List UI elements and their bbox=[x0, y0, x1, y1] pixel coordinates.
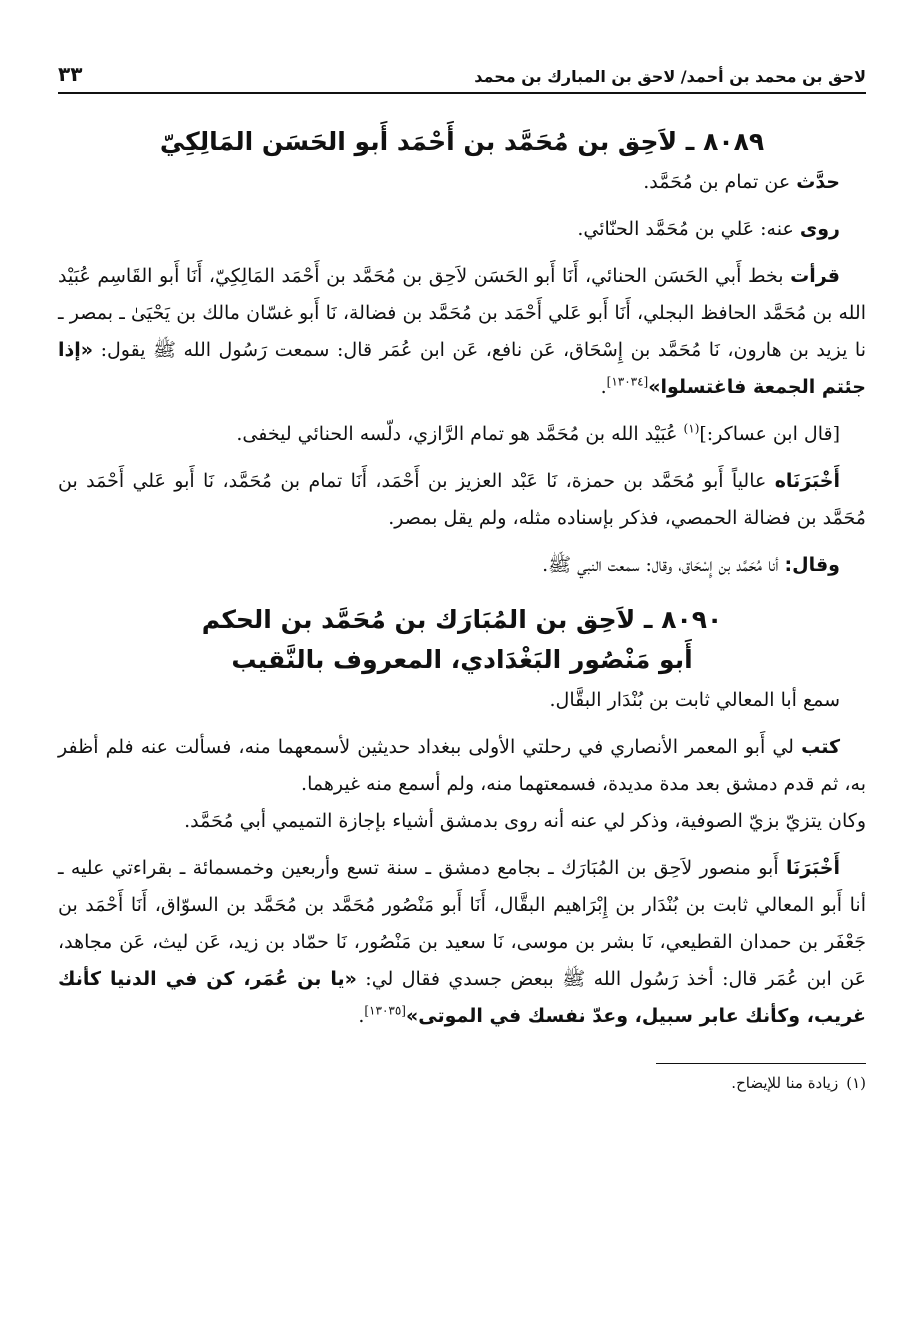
lead-word: وقال: bbox=[784, 554, 840, 576]
book-page bbox=[58, 58, 866, 1308]
page-number: ٣٣ bbox=[58, 62, 83, 86]
paragraph-wakana: وكان يتزيّ بزيّ الصوفية، وذكر لي عنه أنه روى بدمشق أشياء بإجازة التميمي أبي مُحَمَّد. bbox=[184, 810, 866, 832]
paragraph-rawa: روى عنه: عَلي بن مُحَمَّد الحنّائي. bbox=[577, 218, 840, 240]
paragraph-akhbarana: أَخْبَرَنَا أَبو منصور لاَحِق بن المُبَارَك ـ بجامع دمشق ـ سنة تسع وأربعين وخمسمائة ـ بقراءتي عليه ـ أنا أَبو المعالي ثابت بن بُنْدَار بن إِبْرَاهيم البقَّال، أَنَا أَبو مَنْصُور مُحَمَّد بن مُحَمَّد بن السوّاق، أَنَا أَحْمَد بن جَعْفَر بن حمدان القطيعي، نَا بشر بن موسى، نَا سعيد بن مَنْصُور، نَا حمّاد بن زيد، عَن ليث، عَن مجاهد، عَن ابن عُمَر قال: أخذ رَسُول الله ﷺ ببعض جسدي فقال لي: «يا بن عُمَر، كن في الدنيا كأنك غريب، وكأنك عابر سبيل، وعدّ نفسك في الموتى»[١٣٠٣٥]. bbox=[58, 857, 867, 1027]
lead-word: أَخْبَرَنَاه bbox=[774, 470, 840, 492]
paragraph-haddath: حدَّث عن تمام بن مُحَمَّد. bbox=[643, 171, 840, 193]
lead-word: حدَّث bbox=[796, 171, 840, 193]
lead-word: قرأت bbox=[790, 265, 840, 287]
footnote-text: زيادة منا للإيضاح. bbox=[731, 1074, 839, 1092]
paragraph-ibn-asakir-note: [قال ابن عساكر:]$^{(١)}$ عُبَيْد الله بن مُحَمَّد هو تمام الرَّازي، دلّسه الحنائي ليخفى. bbox=[236, 421, 840, 445]
paragraph-waqal: وقال: أنا مُحَمَّد بن إِسْحَاق، وقال: سمعت النبي ﷺ. bbox=[542, 554, 840, 576]
footnote-divider bbox=[656, 1063, 866, 1064]
hadith-number: [١٣٠٣٤] bbox=[606, 374, 649, 389]
running-title: لاحق بن محمد بن أحمد/ لاحق بن المبارك بن محمد bbox=[474, 67, 866, 86]
entry-title-8090 bbox=[58, 600, 866, 680]
footnote-marker: (١) bbox=[683, 421, 700, 436]
entry-title-line-2: أَبو مَنْصُور البَغْدَادي، المعروف بالنَّقيب bbox=[231, 645, 693, 674]
paragraph-qaraat: قرأت بخط أَبي الحَسَن الحنائي، أَنَا أَبو الحَسَن لاَحِق بن مُحَمَّد بن أَحْمَد المَالِكِيّ، أَنَا أَبو القَاسِم عُبَيْد الله بن مُحَمَّد الحافظ البجلي، أَنَا أَبو عَلي أَحْمَد بن مُحَمَّد بن فضالة، نَا أَبو غسّان مالك بن يَحْيَىٰ ـ بمصر ـ نا يزيد بن هارون، نَا مُحَمَّد بن إِسْحَاق، عَن نافع، عَن ابن عُمَر قال: سمعت رَسُول الله ﷺ يقول: «إذا جئتم الجمعة فاغتسلوا»[١٣٠٣٤]. bbox=[58, 265, 866, 398]
entry-title-line-1: ٨٠٩٠ ـ لاَحِق بن المُبَارَك بن مُحَمَّد بن الحكم bbox=[201, 605, 723, 634]
paragraph-kataba: كتب لي أَبو المعمر الأنصاري في رحلتي الأولى ببغداد حديثين لأسمعهما منه، فسألت عنه فلم أظفر به، ثم قدم دمشق بعد مدة مديدة، فسمعتهما منه، ولم أسمع منه غيرهما. bbox=[58, 736, 866, 795]
lead-word: روى bbox=[799, 218, 840, 240]
footnote bbox=[58, 1070, 866, 1096]
footnote-number: (١) bbox=[846, 1074, 866, 1092]
hadith-number: [١٣٠٣٥] bbox=[364, 1003, 406, 1018]
paragraph-samia: سمع أبا المعالي ثابت بن بُنْدَار البقَّال. bbox=[549, 689, 840, 711]
lead-word: كتب bbox=[801, 736, 840, 758]
hadith-quote: «إذا جئتم الجمعة فاغتسلوا» bbox=[58, 339, 866, 398]
running-header bbox=[58, 58, 866, 94]
entry-title-8089: ٨٠٨٩ ـ لاَحِق بن مُحَمَّد بن أَحْمَد أَبو الحَسَن المَالِكِيّ bbox=[159, 127, 765, 156]
paragraph-akhbaranah: أَخْبَرَنَاه عالياً أَبو مُحَمَّد بن حمزة، نَا عَبْد العزيز بن أَحْمَد، أَنَا تمام بن مُحَمَّد، نَا أَبو عَلي أَحْمَد بن مُحَمَّد بن فضالة الحمصي، فذكر بإسناده مثله، ولم يقل بمصر. bbox=[58, 470, 866, 529]
lead-word: أَخْبَرَنَا bbox=[785, 857, 840, 879]
hadith-quote: «يا بن عُمَر، كن في الدنيا كأنك غريب، وكأنك عابر سبيل، وعدّ نفسك في الموتى» bbox=[58, 968, 866, 1027]
